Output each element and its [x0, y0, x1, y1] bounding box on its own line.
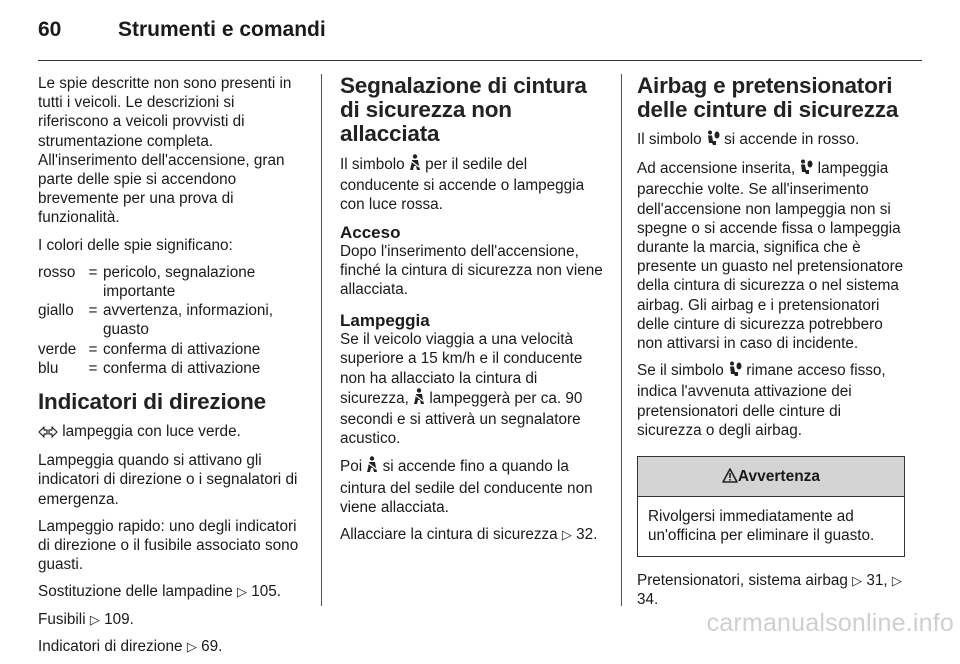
column-divider-1: [321, 74, 322, 606]
reference-fuses: [38, 610, 308, 629]
text-fragment: Se il veicolo viaggia a una velocità superiore a 15 km/h e il conducente non ha allacciato la cintura di sicurezza,: [340, 331, 583, 407]
section-title: Strumenti e comandi: [118, 18, 326, 41]
turn-signal-paragraph-3: Lampeggio rapido: uno degli indicatori di direzione o il fusibile associato sono guasti.: [38, 517, 299, 574]
seatbelt-icon: [409, 154, 421, 176]
equals-sign: =: [88, 302, 98, 320]
airbag-icon: [706, 130, 720, 151]
equals-sign: =: [88, 263, 98, 281]
column-2: [340, 74, 605, 552]
watermark: carmanualsonline.info: [706, 609, 954, 637]
text-fragment: per il sedile del conducente si accende o lampeggia con luce rossa.: [340, 156, 585, 214]
text-fragment: rimane acceso fisso, indica l'avvenuta attivazione dei pretensionatori delle cinture di sicurezza o degli airbag.: [637, 362, 886, 439]
turn-signal-paragraph-2: Lampeggia quando si attivano gli indicatori di direzione o i segnalatori di emergenza.: [38, 452, 298, 508]
airbag-paragraph-3: [637, 361, 905, 440]
equals-sign: =: [88, 359, 98, 377]
turn-signal-text: lampeggia con luce verde.: [62, 423, 241, 441]
seatbelt-icon: [413, 388, 425, 410]
airbag-icon: [728, 361, 742, 382]
allaccia-text: [340, 525, 605, 544]
page-reference-arrow-icon: ▷: [89, 611, 100, 627]
column-1: [38, 74, 308, 664]
turn-signal-arrows-icon: [38, 424, 58, 443]
table-row: [38, 301, 308, 339]
table-row: [38, 340, 308, 359]
column-3: [637, 74, 905, 617]
text-fragment: Il simbolo: [637, 131, 702, 148]
color-meaning-table: [38, 263, 308, 378]
airbag-icon: [799, 159, 813, 180]
page-number: 60: [38, 18, 62, 41]
text-fragment: Se il simbolo: [637, 362, 724, 380]
color-name: giallo: [38, 302, 74, 320]
seatbelt-paragraph-1: [340, 154, 605, 215]
warning-title: Avvertenza: [737, 468, 821, 486]
acceso-heading: Acceso: [340, 222, 401, 242]
color-name: blu: [38, 359, 59, 377]
text-fragment: Ad accensione inserita,: [637, 160, 796, 178]
column-divider-2: [621, 74, 622, 606]
color-name: verde: [38, 340, 77, 358]
colors-intro: I colori delle spie significano:: [38, 236, 233, 254]
color-meaning: avvertenza, informazioni, guasto: [103, 302, 274, 339]
page-reference-arrow-icon: ▷: [891, 572, 902, 588]
page-reference-arrow-icon: ▷: [237, 584, 247, 600]
seatbelt-icon: [366, 456, 378, 478]
color-name: rosso: [38, 263, 76, 281]
text-fragment: lampeggia parecchie volte. Se all'inserimento dell'accensione non lampeggia non si spegne o si accende fissa o lampeggia durante la marcia, significa che è presente un guasto nel pretensionatore della cintura di sicurezza o nel sistema airbag. Gli airbag e i pretensionatori delle cinture di sicurezza potrebbero non attivarsi in caso di incidente.: [637, 160, 904, 353]
reference-page[interactable]: 34.: [637, 590, 659, 608]
text-fragment: lampeggerà per ca. 90 secondi e si attiverà un segnalatore acustico.: [340, 389, 583, 448]
reference-page[interactable]: 69.: [201, 637, 223, 655]
reference-turn-signals: [38, 637, 308, 656]
color-meaning: conferma di attivazione: [103, 359, 261, 377]
reference-text: Allacciare la cintura di sicurezza: [340, 526, 558, 544]
text-fragment: Poi: [340, 458, 363, 476]
color-meaning: conferma di attivazione: [103, 340, 261, 358]
lampeggia-text: [340, 330, 605, 448]
turn-signal-heading: Indicatori di direzione: [38, 389, 266, 415]
text-fragment: Il simbolo: [340, 156, 405, 173]
text-fragment: si accende fino a quando la cintura del sedile del conducente non viene allacciata.: [340, 458, 593, 516]
warning-header: [638, 457, 904, 497]
color-meaning: pericolo, segnalazione importante: [103, 263, 256, 301]
lampeggia-heading: Lampeggia: [340, 311, 430, 331]
airbag-paragraph-2: [637, 159, 905, 353]
pretensioner-reference: [637, 571, 905, 609]
reference-text: Sostituzione delle lampadine: [38, 583, 233, 601]
poi-text: [340, 456, 605, 517]
page-reference-arrow-icon: ▷: [852, 572, 863, 588]
turn-signal-paragraph-1: [38, 422, 308, 443]
reference-page[interactable]: 105.: [251, 583, 282, 601]
page-reference-arrow-icon: ▷: [561, 527, 572, 543]
warning-box: [637, 456, 905, 557]
reference-text: Pretensionatori, sistema airbag: [637, 571, 848, 589]
reference-text: Fusibili: [38, 610, 86, 628]
reference-bulbs: [38, 582, 308, 601]
page-reference-arrow-icon: ▷: [186, 638, 197, 654]
warning-body: Rivolgersi immediatamente ad un'officina per eliminare il guasto.: [648, 508, 875, 545]
reference-page[interactable]: 32.: [576, 526, 598, 544]
table-row: [38, 263, 308, 301]
equals-sign: =: [88, 340, 98, 358]
warning-triangle-icon: [722, 468, 738, 488]
reference-page[interactable]: 109.: [104, 610, 134, 628]
table-row: [38, 359, 308, 378]
airbag-heading: Airbag e pretensionatori delle cinture di sicurezza: [637, 73, 899, 122]
intro-paragraph: Le spie descritte non sono presenti in tutti i veicoli. Le descrizioni si riferiscono a veicoli provvisti di strumentazione completa. All'inserimento dell'accensione, gran parte delle spie si accendono brevemente per una prova di funzionalità.: [38, 75, 292, 227]
reference-text: Indicatori di direzione: [38, 637, 183, 655]
text-fragment: si accende in rosso.: [724, 131, 860, 148]
acceso-text: Dopo l'inserimento dell'accensione, finché la cintura di sicurezza non viene allacciata.: [340, 242, 603, 299]
airbag-paragraph-1: [637, 130, 905, 151]
header-rule: [38, 60, 922, 61]
reference-page[interactable]: 31,: [866, 571, 888, 589]
seatbelt-heading: Segnalazione di cintura di sicurezza non allacciata: [340, 73, 587, 146]
